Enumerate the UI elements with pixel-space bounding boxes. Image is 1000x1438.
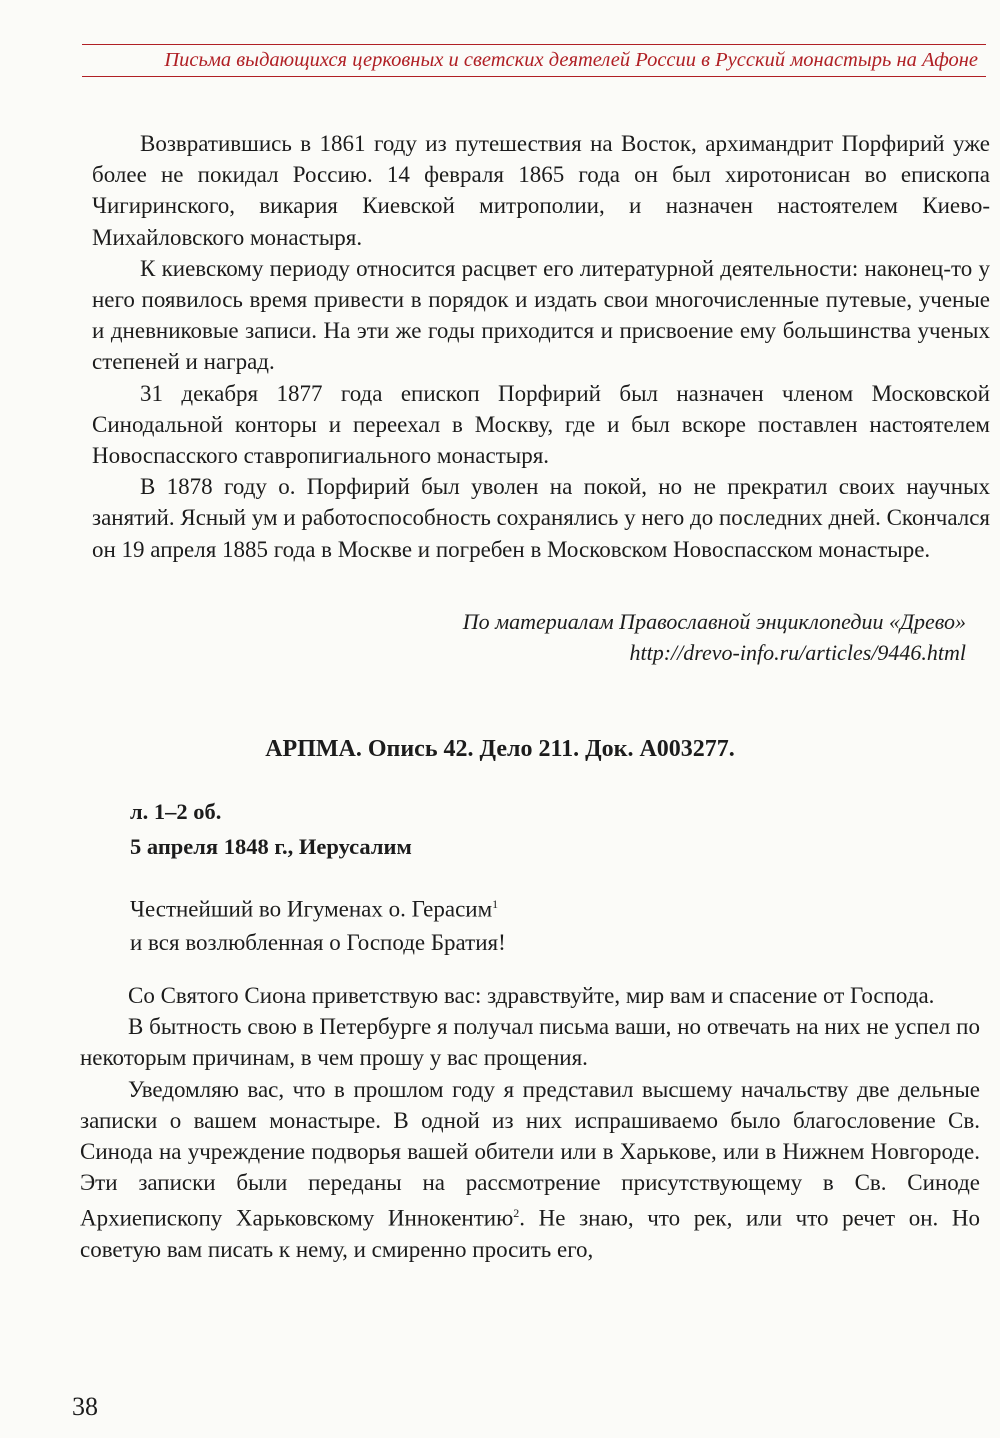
sheet-info [130, 794, 412, 864]
running-header [82, 44, 986, 77]
salutation-line: и вся возлюбленная о Господе Братия! [130, 929, 506, 955]
intro-paragraph: В 1878 году о. Порфирий был уволен на покой, но не прекратил своих научных занятий. Ясный ум и работоспособность сохранялись у него до последних дней. Скончался он 19 апреля 1885 года в Москве и погребен в Московском Новоспасском монастыре. [92, 474, 990, 562]
intro-paragraph: 31 декабря 1877 года епископ Порфирий был назначен членом Московской Синодальной конторы и переехал в Москву, где и был вскоре поставлен настоятелем Новоспасского ставропигиального монастыря. [92, 380, 990, 469]
letter-paragraph [80, 1074, 980, 1266]
salutation-line: Честнейший во Игуменах о. Герасим [130, 896, 493, 922]
page-number: 38 [72, 1392, 98, 1421]
sheet-range: л. 1–2 об. [130, 799, 222, 824]
letter-text: . Не знаю, что рек, или что речет он. Но советую вам писать к нему, и смиренно просить его, [80, 1206, 980, 1263]
date-place: 5 апреля 1848 г., Иерусалим [130, 834, 412, 859]
intro-paragraph: Возвратившись в 1861 году из путешествия на Восток, архимандрит Порфирий уже более не покидал Россию. 14 февраля 1865 года он был хиротонисан во епископа Чигиринского, викария Киевской митрополии, и назначен настоятелем Киево-Михайловского монастыря. [92, 131, 990, 250]
letter-body [80, 980, 980, 1265]
running-title: Письма выдающихся церковных и светских деятелей России в Русский монастырь на Афоне [164, 49, 978, 71]
salutation [130, 888, 506, 959]
footnote-ref: 2 [513, 1206, 520, 1221]
source-citation [463, 606, 966, 668]
letter-paragraph: В бытность свою в Петербурге я получал письма ваши, но отвечать на них не успел по некоторым причинам, в чем прошу у вас прощения. [80, 1014, 980, 1071]
archive-title: АРПМА. Опись 42. Дело 211. Док. А003277. [265, 736, 735, 762]
intro-paragraph: К киевскому периоду относится расцвет его литературной деятельности: наконец-то у него появилось время привести в порядок и издать свои многочисленные путевые, ученые и дневниковые записи. На эти же годы приходится и присвоение ему большинства ученых степеней и наград. [92, 255, 990, 375]
source-url: http://drevo-info.ru/articles/9446.html [629, 640, 966, 665]
intro-text [92, 128, 990, 565]
letter-text: Уведомляю вас, что в прошлом году я представил высшему начальству две дельные записки о вашем монастыре. В одной из них испрашиваемо было благословение Св. Синода на учреждение подворья вашей обители или в Харькове, или в Нижнем Новгороде. Эти записки были переданы на рассмотрение присутствующему в Св. Синоде Архиепископу Харьковскому Иннокентию [80, 1076, 980, 1232]
letter-paragraph: Со Святого Сиона приветствую вас: здравствуйте, мир вам и спасение от Господа. [128, 983, 935, 1008]
source-line: По материалам Православной энциклопедии «Древо» [462, 609, 966, 634]
footnote-ref: 1 [492, 897, 499, 911]
